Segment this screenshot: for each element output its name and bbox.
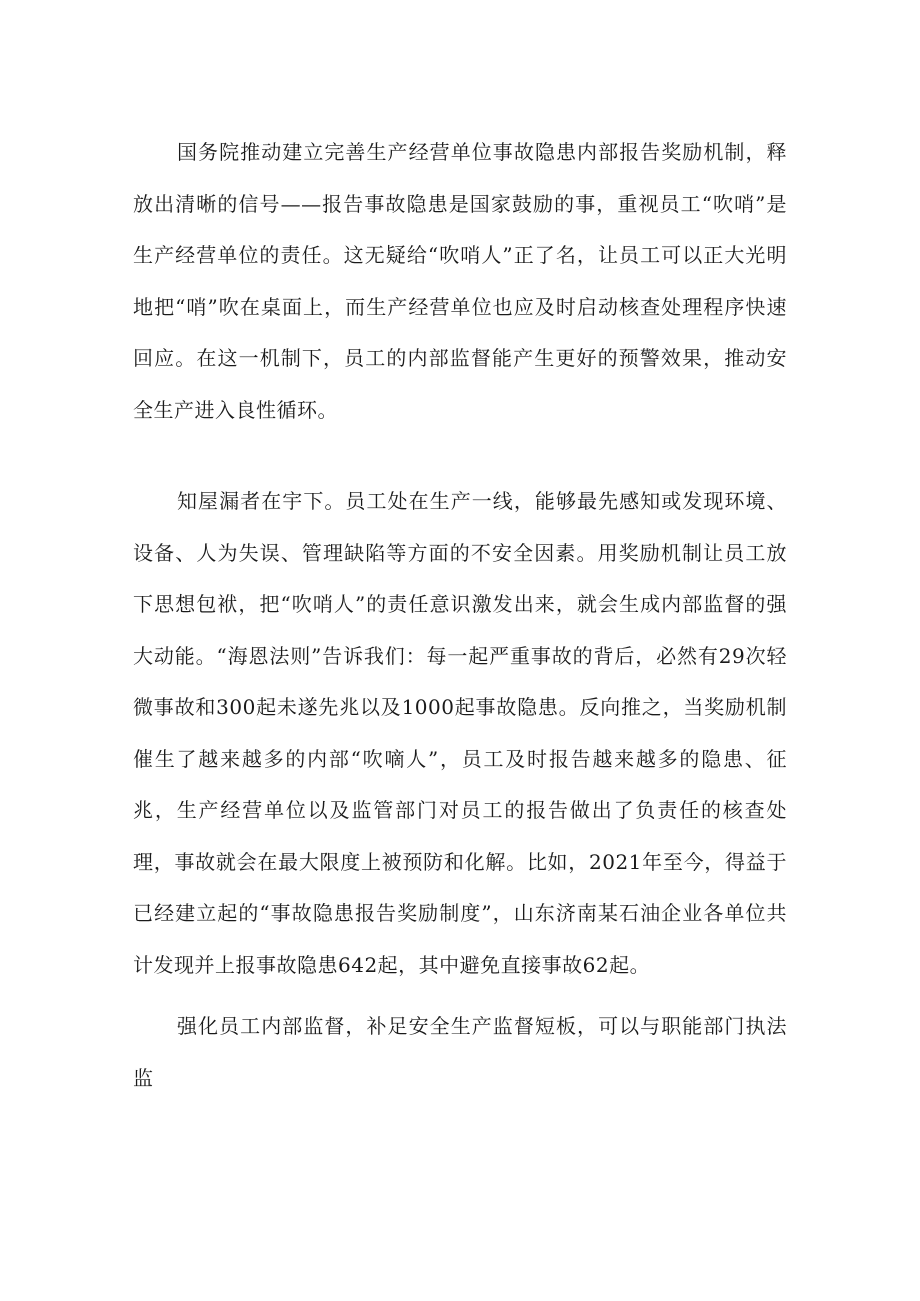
body-text bbox=[133, 127, 787, 1104]
paragraph: 知屋漏者在宇下。员工处在生产一线，能够最先感知或发现环境、设备、人为失误、管理缺陷等方面的不安全因素。用奖励机制让员工放下思想包袱，把“吹哨人”的责任意识激发出来，就会生成内部监督的强大动能。“海恩法则”告诉我们：每一起严重事故的背后，必然有29次轻微事故和300起未遂先兆以及1000起事故隐患。反向推之，当奖励机制催生了越来越多的内部“吹嘀人”，员工及时报告越来越多的隐患、征兆，生产经营单位以及监管部门对员工的报告做出了负责任的核查处理，事故就会在最大限度上被预防和化解。比如，2021年至今，得益于已经建立起的“事故隐患报告奖励制度”，山东济南某石油企业各单位共计发现并上报事故隐患642起，其中避免直接事故62起。 bbox=[133, 489, 787, 977]
paragraph: 国务院推动建立完善生产经营单位事故隐患内部报告奖励机制，释放出清晰的信号——报告事故隐患是国家鼓励的事，重视员工“吹哨”是生产经营单位的责任。这无疑给“吹哨人”正了名，让员工可以正大光明地把“哨”吹在桌面上，而生产经营单位也应及时启动核查处理程序快速回应。在这一机制下，员工的内部监督能产生更好的预警效果，推动安全生产进入良性循环。 bbox=[133, 140, 787, 422]
paragraph: 强化员工内部监督，补足安全生产监督短板，可以与职能部门执法监 bbox=[133, 1014, 787, 1090]
